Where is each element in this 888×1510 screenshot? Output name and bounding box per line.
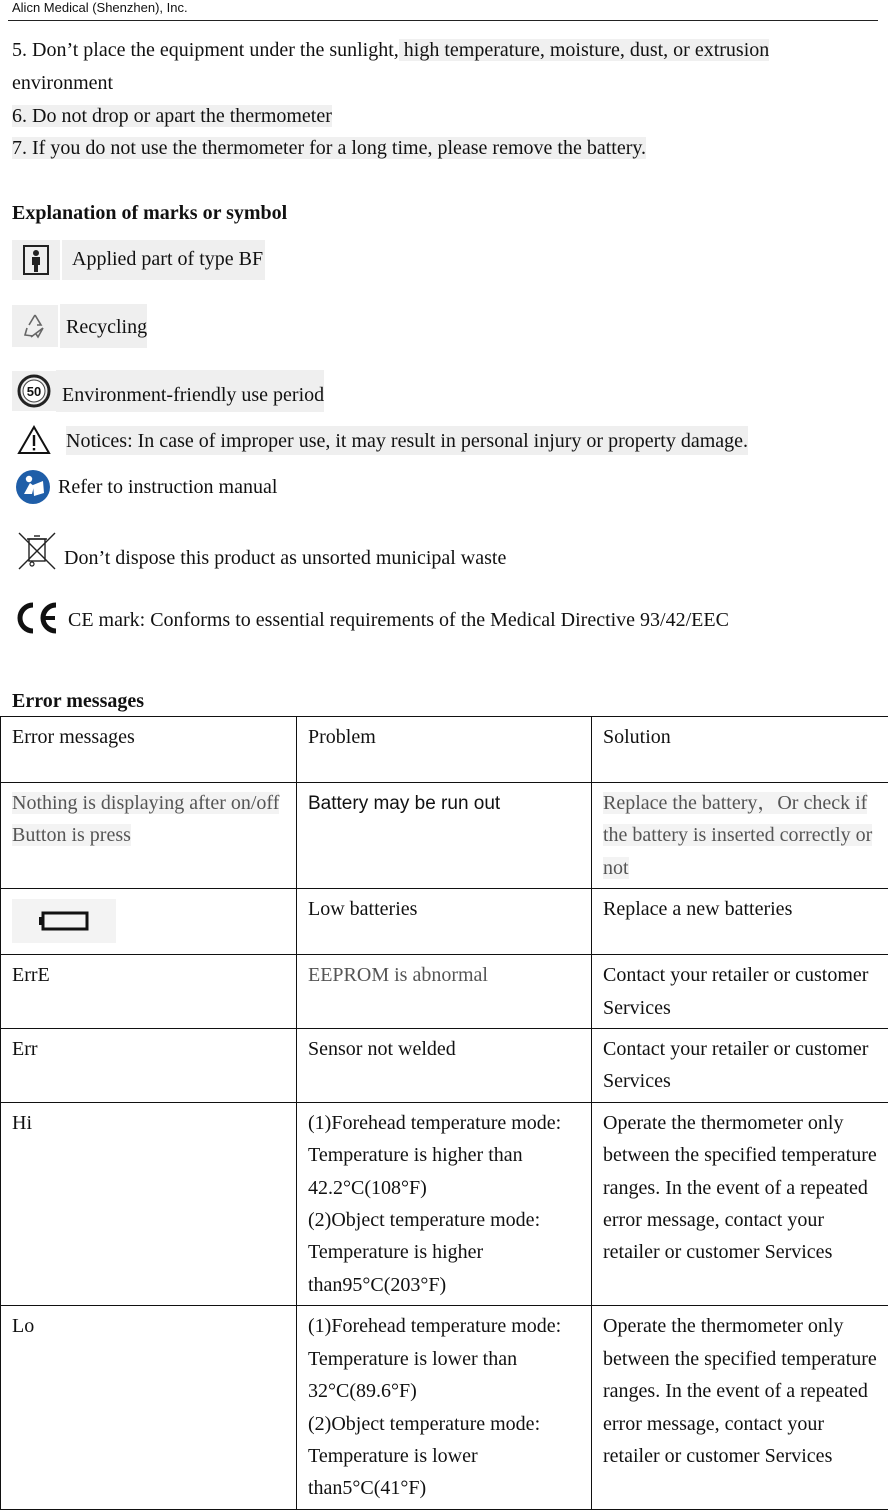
solution-cell [592, 783, 888, 889]
warning-icon [12, 422, 56, 458]
bf-icon [12, 240, 60, 280]
solution-cell: Operate the thermometer only between the specified temperature ranges. In the event of a repeated error message, contact your retailer or customer Services [592, 1102, 888, 1305]
precaution-5-text-a: 5. Don’t place the equipment under the sunlight, [12, 39, 399, 61]
problem-cell [297, 1102, 592, 1305]
error-message-cell: ErrE [1, 955, 297, 1029]
manual-label: Refer to instruction manual [56, 474, 279, 501]
column-header: Error messages [1, 717, 297, 783]
company-name: Alicn Medical (Shenzhen), Inc. [12, 0, 188, 15]
precaution-7 [12, 136, 646, 160]
page-header [8, 0, 878, 21]
recycling-icon [12, 305, 58, 347]
error-message-cell [1, 889, 297, 955]
symbol-row-env-period [12, 370, 324, 412]
weee-label: Don’t dispose this product as unsorted municipal waste [62, 531, 508, 572]
errors-heading: Error messages [12, 689, 144, 713]
error-message-cell [1, 783, 297, 889]
solution-cell: Operate the thermometer only between the specified temperature ranges. In the event of a repeated error message, contact your retailer or customer Services [592, 1306, 888, 1509]
env-period-number: 50 [27, 384, 41, 399]
symbol-row-bf [12, 240, 265, 280]
low-battery-icon [12, 899, 116, 943]
table-row [1, 783, 888, 889]
symbol-row-manual [12, 468, 279, 506]
problem-cell: Low batteries [297, 889, 592, 955]
symbol-row-notices [12, 422, 748, 458]
problem-text: (1)Forehead temperature mode: Temperature is lower than 32°C(89.6°F) [308, 1310, 580, 1407]
solution-cell: Replace a new batteries [592, 889, 888, 955]
error-message-cell: Lo [1, 1306, 297, 1509]
bf-label: Applied part of type BF [62, 240, 265, 280]
notices-label: Notices: In case of improper use, it may result in personal injury or property damage. [66, 426, 748, 455]
instruction-manual-icon [12, 468, 54, 506]
problem-cell [297, 1306, 592, 1509]
problem-text: EEPROM is abnormal [308, 964, 488, 986]
error-table [0, 716, 888, 1510]
precaution-5 [12, 38, 769, 62]
error-message: Nothing is displaying after on/off Button is press [12, 792, 279, 846]
table-row [1, 1102, 888, 1305]
solution-cell: Contact your retailer or customer Services [592, 1029, 888, 1103]
table-row [1, 1029, 888, 1103]
precaution-6-text: 6. Do not drop or apart the thermometer [12, 105, 332, 127]
problem-cell: Sensor not welded [297, 1029, 592, 1103]
problem-text: (1)Forehead temperature mode: Temperature is higher than 42.2°C(108°F) [308, 1107, 580, 1204]
table-row [1, 955, 888, 1029]
column-header: Problem [297, 717, 592, 783]
recycling-label: Recycling [60, 304, 147, 348]
table-header-row [1, 717, 888, 783]
symbol-row-recycling [12, 304, 147, 348]
table-row [1, 889, 888, 955]
ce-label: CE mark: Conforms to essential requirements of the Medical Directive 93/42/EEC [66, 603, 731, 634]
precaution-6 [12, 104, 332, 128]
precaution-5-cont: environment [12, 71, 113, 95]
precaution-5-text-b: high temperature, moisture, dust, or extrusion [399, 39, 769, 61]
error-message-cell: Hi [1, 1102, 297, 1305]
crossed-bin-icon [12, 528, 62, 574]
error-message-cell: Err [1, 1029, 297, 1103]
column-header: Solution [592, 717, 888, 783]
solution-text: Replace the battery，Or check if the battery is inserted correctly or not [603, 792, 872, 879]
table-row [1, 1306, 888, 1509]
symbol-row-ce [12, 598, 731, 638]
problem-cell [297, 955, 592, 1029]
symbols-heading: Explanation of marks or symbol [12, 201, 287, 225]
problem-text: (2)Object temperature mode: Temperature is higher than95°C(203°F) [308, 1204, 580, 1301]
env-period-icon [12, 371, 56, 411]
problem-cell [297, 783, 592, 889]
ce-mark-icon [12, 598, 62, 638]
solution-cell: Contact your retailer or customer Services [592, 955, 888, 1029]
env-period-label: Environment-friendly use period [56, 370, 324, 412]
problem-text: Battery may be run out [308, 793, 500, 814]
symbol-row-weee [12, 528, 508, 574]
problem-text: (2)Object temperature mode: Temperature is lower than5°C(41°F) [308, 1408, 580, 1505]
precaution-7-text: 7. If you do not use the thermometer for a long time, please remove the battery. [12, 137, 646, 159]
